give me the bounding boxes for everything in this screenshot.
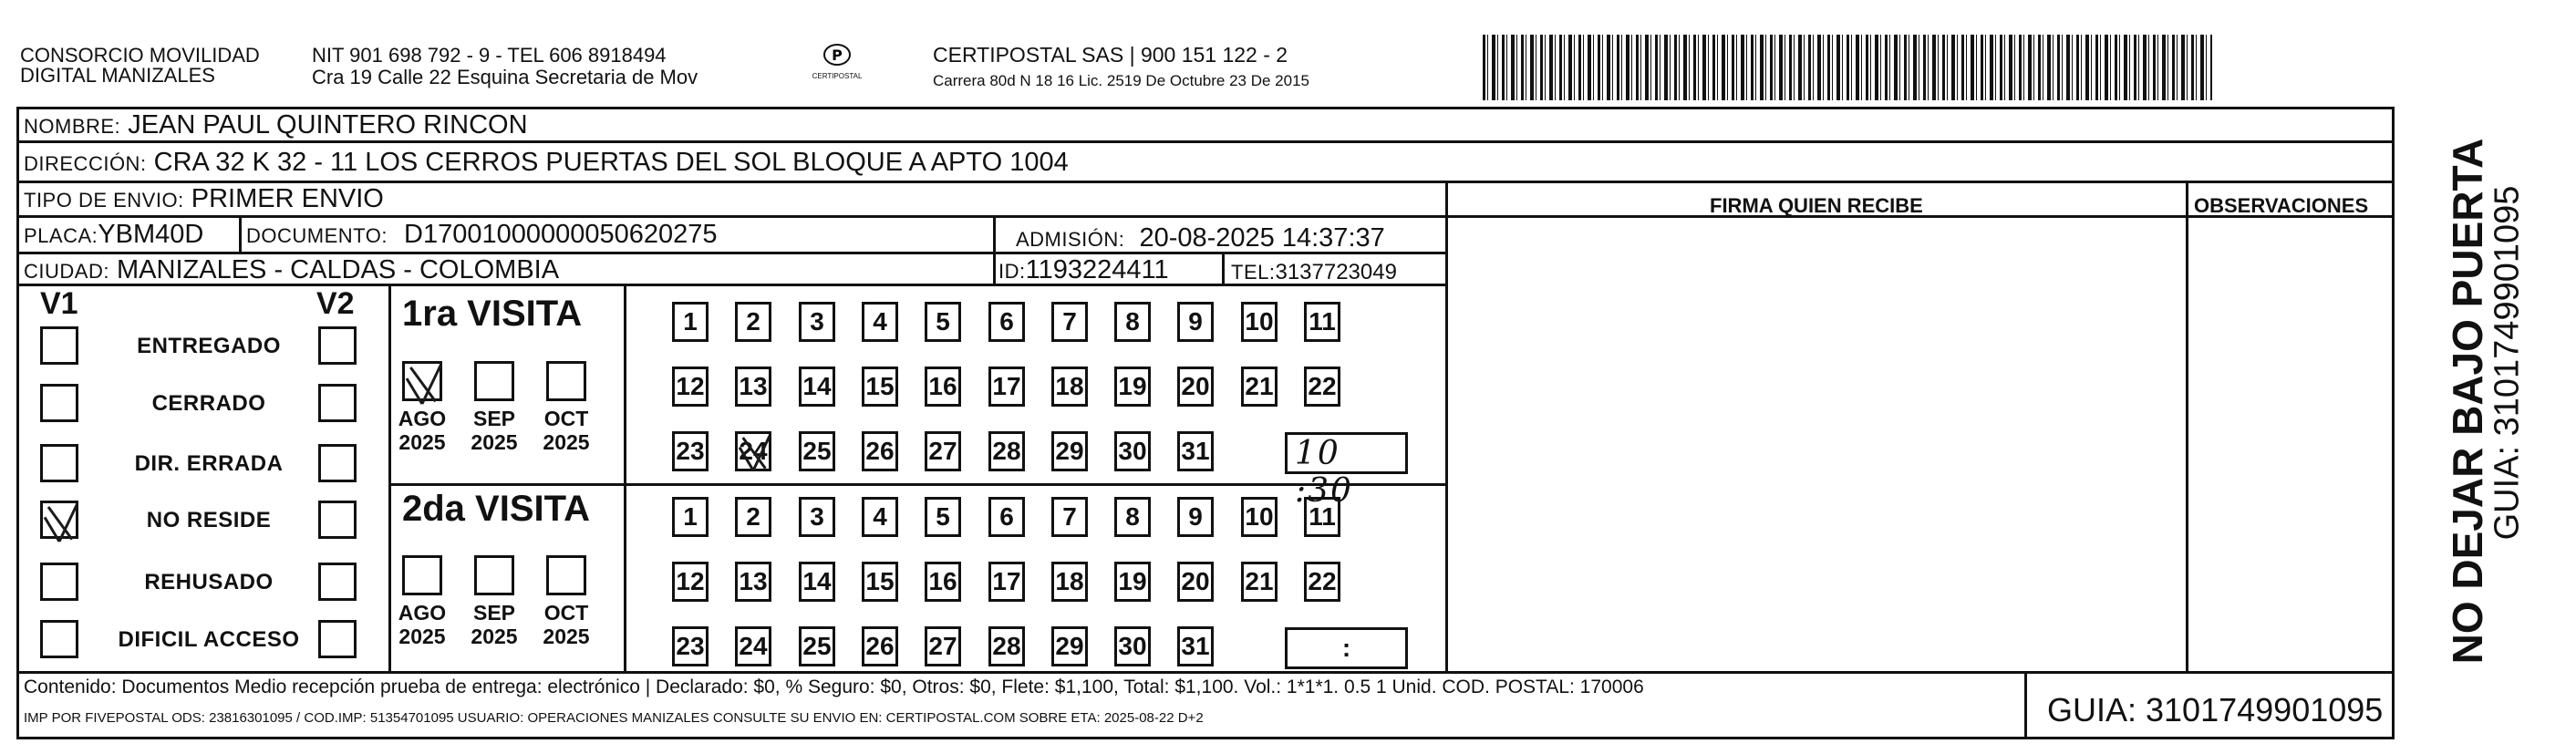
day-box-24[interactable]: 24: [735, 431, 771, 471]
tipo-envio-label: TIPO DE ENVIO:: [24, 189, 184, 212]
status-label-cerrado: CERRADO: [151, 391, 266, 416]
v2-checkbox-no-reside[interactable]: [318, 501, 357, 539]
first-visit-time-box[interactable]: [1285, 432, 1408, 510]
day-box-4[interactable]: 4: [862, 302, 898, 342]
placa-value: YBM40D: [98, 220, 204, 249]
day-box-5[interactable]: 5: [925, 302, 961, 342]
day-box-11[interactable]: 11: [1304, 497, 1340, 537]
day-box-17[interactable]: 17: [988, 562, 1025, 602]
id-field: [998, 255, 1169, 286]
day-box-20[interactable]: 20: [1177, 562, 1214, 602]
direccion-field: [24, 148, 1069, 179]
day-box-29[interactable]: 29: [1051, 626, 1088, 666]
footer-imp: IMP POR FIVEPOSTAL ODS: 23816301095 / COD.IMP: 51354701095 USUARIO: OPERACIONES MANIZALES CONSULTE SU ENVIO EN: CERTIPOSTAL.COM SOBRE ETA: 2025-08-22 D+2: [24, 710, 1204, 726]
company-name-line2: DIGITAL MANIZALES: [20, 64, 215, 87]
tipo-envio-field: [24, 184, 384, 215]
day-box-21[interactable]: 21: [1241, 367, 1278, 407]
company-name-line1: CONSORCIO MOVILIDAD: [20, 44, 260, 67]
day-box-30[interactable]: 30: [1114, 626, 1151, 666]
tel-value: 3137723049: [1275, 260, 1397, 284]
v2-checkbox-entregado[interactable]: [318, 326, 357, 365]
v2-checkbox-cerrado[interactable]: [318, 384, 357, 422]
day-box-15[interactable]: 15: [862, 367, 898, 407]
day-box-3[interactable]: 3: [799, 302, 835, 342]
v1-label: V1: [40, 286, 78, 321]
day-box-27[interactable]: 27: [925, 626, 961, 666]
day-box-28[interactable]: 28: [988, 626, 1025, 666]
placa-field: [24, 220, 203, 251]
day-box-2[interactable]: 2: [735, 497, 771, 537]
month-checkbox-ago[interactable]: [402, 555, 442, 595]
ciudad-value: MANIZALES - CALDAS - COLOMBIA: [117, 255, 560, 284]
id-label: ID:: [998, 260, 1026, 283]
month-checkbox-oct[interactable]: [546, 555, 586, 595]
day-box-12[interactable]: 12: [672, 367, 709, 407]
status-label-no-reside: NO RESIDE: [146, 508, 272, 532]
day-box-10[interactable]: 10: [1241, 302, 1278, 342]
nombre-value: JEAN PAUL QUINTERO RINCON: [128, 110, 528, 139]
month-label-sep: SEP 2025: [471, 407, 518, 454]
status-label-dir-errada: DIR. ERRADA: [134, 451, 284, 476]
day-box-29[interactable]: 29: [1051, 431, 1088, 471]
day-box-19[interactable]: 19: [1114, 562, 1151, 602]
company-nit: NIT 901 698 792 - 9 - TEL 606 8918494: [312, 44, 667, 67]
day-box-22[interactable]: 22: [1304, 367, 1340, 407]
day-box-18[interactable]: 18: [1051, 367, 1088, 407]
tel-label: TEL:: [1231, 261, 1276, 284]
month-checkbox-oct[interactable]: [546, 361, 586, 401]
day-box-20[interactable]: 20: [1177, 367, 1214, 407]
day-box-8[interactable]: 8: [1114, 497, 1151, 537]
id-value: 1193224411: [1025, 255, 1169, 284]
barcode: [1483, 35, 2212, 100]
day-box-12[interactable]: 12: [672, 562, 709, 602]
footer-guia: GUIA: 3101749901095: [2047, 691, 2384, 728]
day-box-8[interactable]: 8: [1114, 302, 1151, 342]
day-box-1[interactable]: 1: [672, 302, 709, 342]
day-box-17[interactable]: 17: [988, 367, 1025, 407]
month-checkbox-sep[interactable]: [474, 361, 514, 401]
side-guia: GUIA: 3101749901095: [2488, 185, 2527, 541]
logo-text: CERTIPOSTAL: [812, 72, 863, 80]
status-label-dificil-acceso: DIFICIL ACCESO: [118, 627, 300, 652]
first-visit-time-handwritten: 10 :30: [1295, 435, 1353, 510]
day-box-9[interactable]: 9: [1177, 497, 1214, 537]
day-box-18[interactable]: 18: [1051, 562, 1088, 602]
nombre-field: [24, 110, 528, 141]
v1-checkbox-entregado[interactable]: [40, 326, 78, 365]
side-warning: NO DEJAR BAJO PUERTA: [2444, 138, 2491, 665]
day-box-2[interactable]: 2: [735, 302, 771, 342]
observaciones-label: OBSERVACIONES: [2194, 194, 2369, 217]
day-box-23[interactable]: 23: [672, 431, 709, 471]
day-box-4[interactable]: 4: [862, 497, 898, 537]
day-box-25[interactable]: 25: [799, 431, 835, 471]
status-label-entregado: ENTREGADO: [137, 334, 281, 358]
v2-checkbox-dificil-acceso[interactable]: [318, 620, 357, 658]
day-box-6[interactable]: 6: [988, 497, 1025, 537]
day-box-22[interactable]: 22: [1304, 562, 1340, 602]
v1-checkbox-dificil-acceso[interactable]: [40, 620, 78, 658]
svg-text:P: P: [832, 46, 843, 64]
day-box-19[interactable]: 19: [1114, 367, 1151, 407]
day-box-30[interactable]: 30: [1114, 431, 1151, 471]
day-box-14[interactable]: 14: [799, 562, 835, 602]
v1-checkbox-no-reside[interactable]: [40, 501, 78, 539]
day-box-26[interactable]: 26: [862, 626, 898, 666]
day-box-11[interactable]: 11: [1304, 302, 1340, 342]
v2-checkbox-dir-errada[interactable]: [318, 444, 357, 482]
day-box-28[interactable]: 28: [988, 431, 1025, 471]
carrier-address: Carrera 80d N 18 16 Lic. 2519 De Octubre 23 De 2015: [933, 72, 1309, 89]
tipo-envio-value: PRIMER ENVIO: [191, 184, 384, 213]
day-box-3[interactable]: 3: [799, 497, 835, 537]
month-checkbox-sep[interactable]: [474, 555, 514, 595]
tel-field: [1231, 258, 1397, 287]
day-box-31[interactable]: 31: [1177, 431, 1214, 471]
placa-label: PLACA:: [24, 224, 98, 247]
admision-label: ADMISIÓN:: [1016, 228, 1125, 251]
day-box-10[interactable]: 10: [1241, 497, 1278, 537]
month-label-sep: SEP 2025: [471, 601, 518, 648]
month-label-oct: OCT 2025: [543, 407, 590, 454]
day-box-27[interactable]: 27: [925, 431, 961, 471]
status-label-rehusado: REHUSADO: [144, 570, 274, 594]
v2-label: V2: [316, 286, 355, 321]
certipostal-logo: [810, 42, 864, 88]
admision-value: 20-08-2025 14:37:37: [1139, 223, 1385, 253]
day-box-14[interactable]: 14: [799, 367, 835, 407]
ciudad-label: CIUDAD:: [24, 260, 109, 283]
day-box-25[interactable]: 25: [799, 626, 835, 666]
documento-label: DOCUMENTO:: [246, 224, 388, 247]
v2-checkbox-rehusado[interactable]: [318, 563, 357, 601]
month-label-ago: AGO 2025: [398, 407, 447, 454]
footer-contenido: Contenido: Documentos Medio recepción prueba de entrega: electrónico | Declarado: $0, % Seguro: $0, Otros: $0, Flete: $1,100, Total: $1,100. Vol.: 1*1*1. 0.5 1 Unid. COD. POSTAL: 170006: [24, 677, 1644, 697]
carrier-name: CERTIPOSTAL SAS | 900 151 122 - 2: [933, 43, 1288, 67]
day-box-1[interactable]: 1: [672, 497, 709, 537]
day-box-7[interactable]: 7: [1051, 497, 1088, 537]
second-visit-time-box[interactable]: [1285, 627, 1408, 669]
direccion-label: DIRECCIÓN:: [24, 152, 147, 175]
month-checkbox-ago[interactable]: [402, 361, 442, 401]
nombre-label: NOMBRE:: [24, 115, 121, 138]
admision-field: [1016, 223, 1385, 254]
firma-label: FIRMA QUIEN RECIBE: [1710, 194, 1923, 217]
month-label-ago: AGO 2025: [398, 601, 447, 648]
day-box-5[interactable]: 5: [925, 497, 961, 537]
day-box-15[interactable]: 15: [862, 562, 898, 602]
second-visit-time-placeholder: :: [1341, 634, 1351, 662]
direccion-value: CRA 32 K 32 - 11 LOS CERROS PUERTAS DEL SOL BLOQUE A APTO 1004: [153, 148, 1069, 177]
day-box-23[interactable]: 23: [672, 626, 709, 666]
v1-checkbox-cerrado[interactable]: [40, 384, 78, 422]
day-box-21[interactable]: 21: [1241, 562, 1278, 602]
day-box-7[interactable]: 7: [1051, 302, 1088, 342]
day-box-13[interactable]: 13: [735, 562, 771, 602]
day-box-6[interactable]: 6: [988, 302, 1025, 342]
day-box-9[interactable]: 9: [1177, 302, 1214, 342]
day-box-31[interactable]: 31: [1177, 626, 1214, 666]
day-box-13[interactable]: 13: [735, 367, 771, 407]
day-box-16[interactable]: 16: [925, 562, 961, 602]
v1-checkbox-rehusado[interactable]: [40, 563, 78, 601]
ciudad-field: [24, 255, 559, 286]
day-box-26[interactable]: 26: [862, 431, 898, 471]
company-address: Cra 19 Calle 22 Esquina Secretaria de Mov: [312, 66, 698, 88]
documento-value: D17001000000050620275: [404, 220, 718, 249]
month-label-oct: OCT 2025: [543, 601, 590, 648]
day-box-24[interactable]: 24: [735, 626, 771, 666]
day-box-16[interactable]: 16: [925, 367, 961, 407]
v1-checkbox-dir-errada[interactable]: [40, 444, 78, 482]
documento-field: [246, 220, 718, 251]
first-visit-title: 1ra VISITA: [402, 294, 583, 334]
second-visit-title: 2da VISITA: [402, 489, 590, 529]
